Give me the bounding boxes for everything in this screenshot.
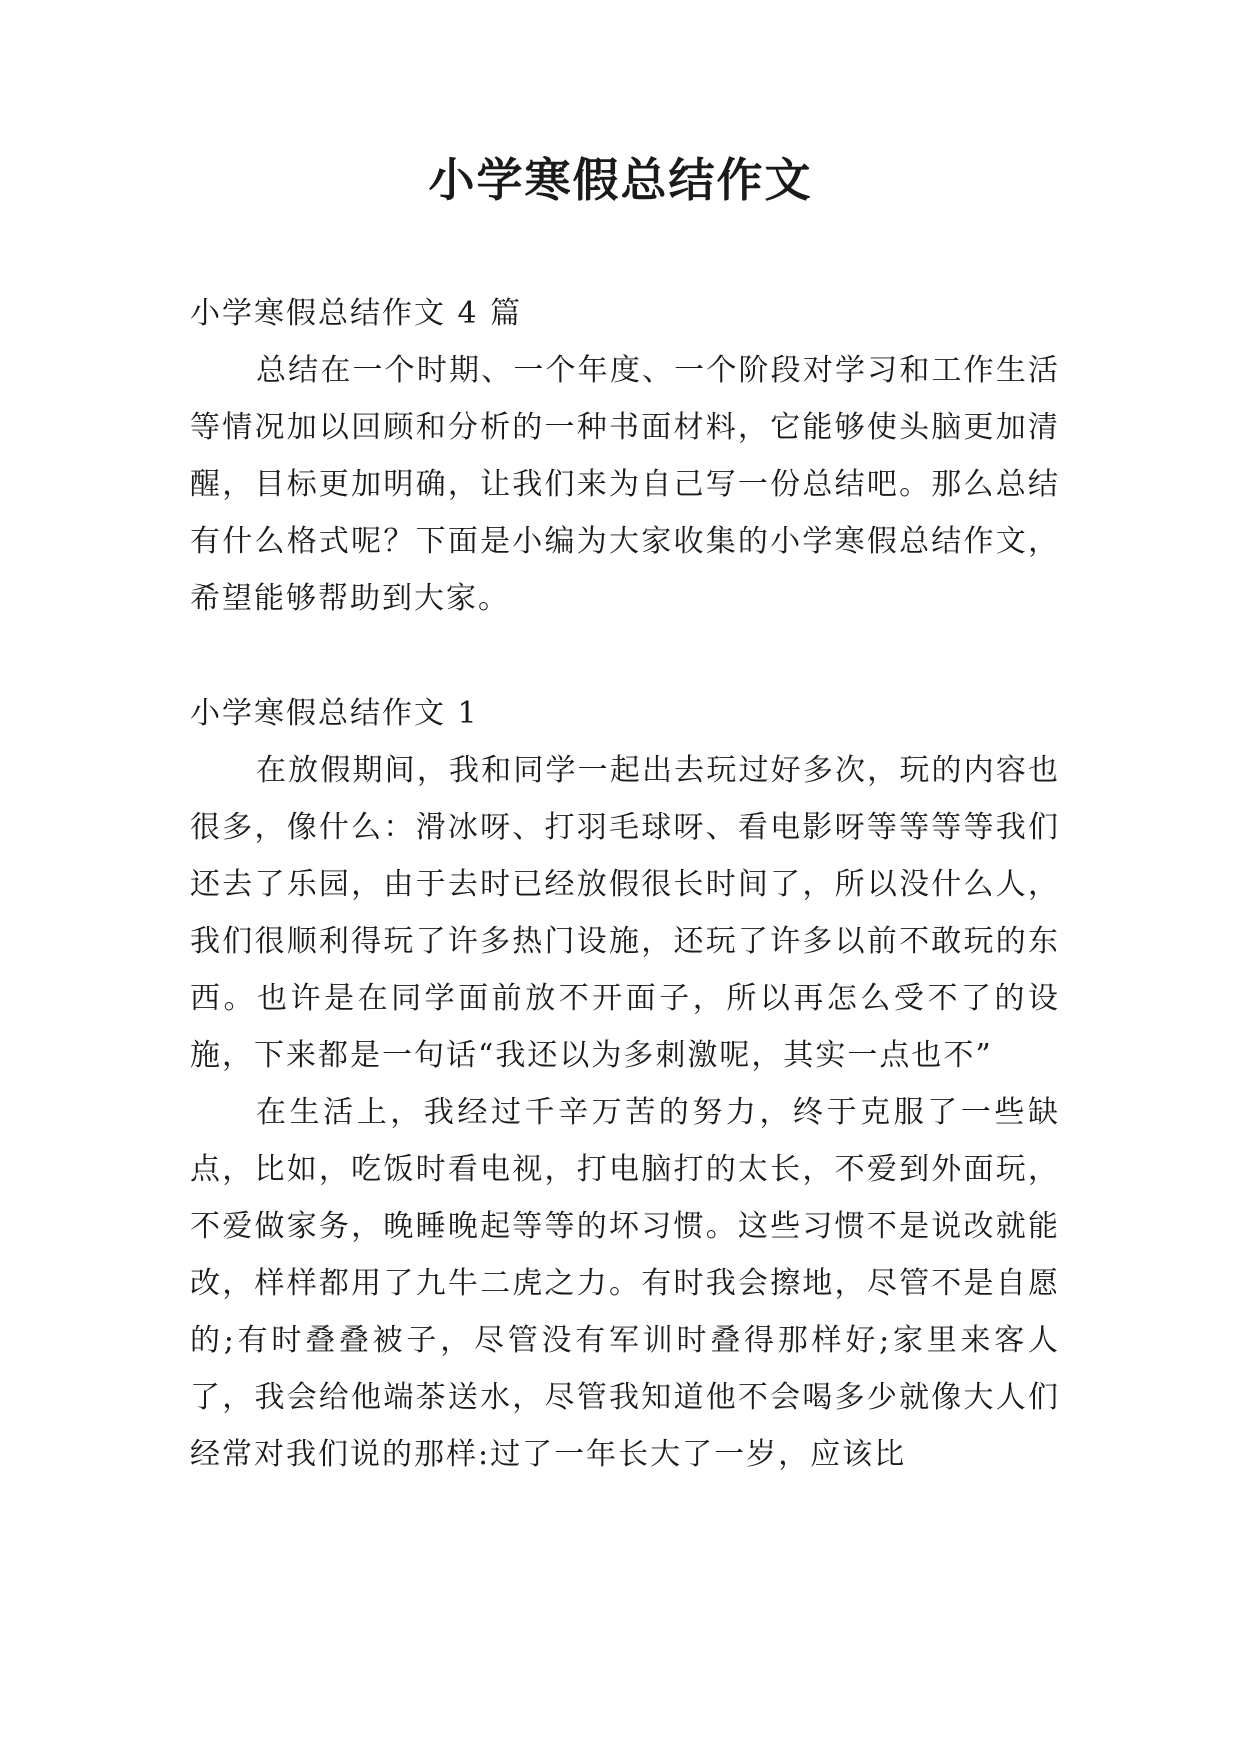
section-spacer — [190, 627, 1060, 685]
section-heading-1: 小学寒假总结作文 1 — [190, 696, 479, 731]
intro-heading: 小学寒假总结作文 4 篇 — [190, 296, 523, 331]
section-1-paragraph-1: 在放假期间，我和同学一起出去玩过好多次，玩的内容也很多，像什么：滑冰呀、打羽毛球呀、看电影呀等等等等我们还去了乐园，由于去时已经放假很长时间了，所以没什么人，我们很顺利得玩了许多热门设施，还玩了许多以前不敢玩的东西。也许是在同学面前放不开面子，所以再怎么受不了的设施，下来都是一句话“我还以为多刺激呢，其实一点也不” — [190, 753, 1060, 1073]
section-1-paragraph-2: 在生活上，我经过千辛万苦的努力，终于克服了一些缺点，比如，吃饭时看电视，打电脑打的太长，不爱到外面玩，不爱做家务，晚睡晚起等等的坏习惯。这些习惯不是说改就能改，样样都用了九牛二虎之力。有时我会擦地，尽管不是自愿的;有时叠叠被子，尽管没有军训时叠得那样好;家里来客人了，我会给他端茶送水，尽管我知道他不会喝多少就像大人们经常对我们说的那样:过了一年长大了一岁，应该比 — [190, 1095, 1060, 1472]
intro-paragraph: 总结在一个时期、一个年度、一个阶段对学习和工作生活等情况加以回顾和分析的一种书面材料，它能够使头脑更加清醒，目标更加明确，让我们来为自己写一份总结吧。那么总结有什么格式呢？下面是小编为大家收集的小学寒假总结作文，希望能够帮助到大家。 — [190, 353, 1060, 616]
document-title: 小学寒假总结作文 — [428, 153, 813, 207]
document-body — [190, 285, 1060, 1483]
